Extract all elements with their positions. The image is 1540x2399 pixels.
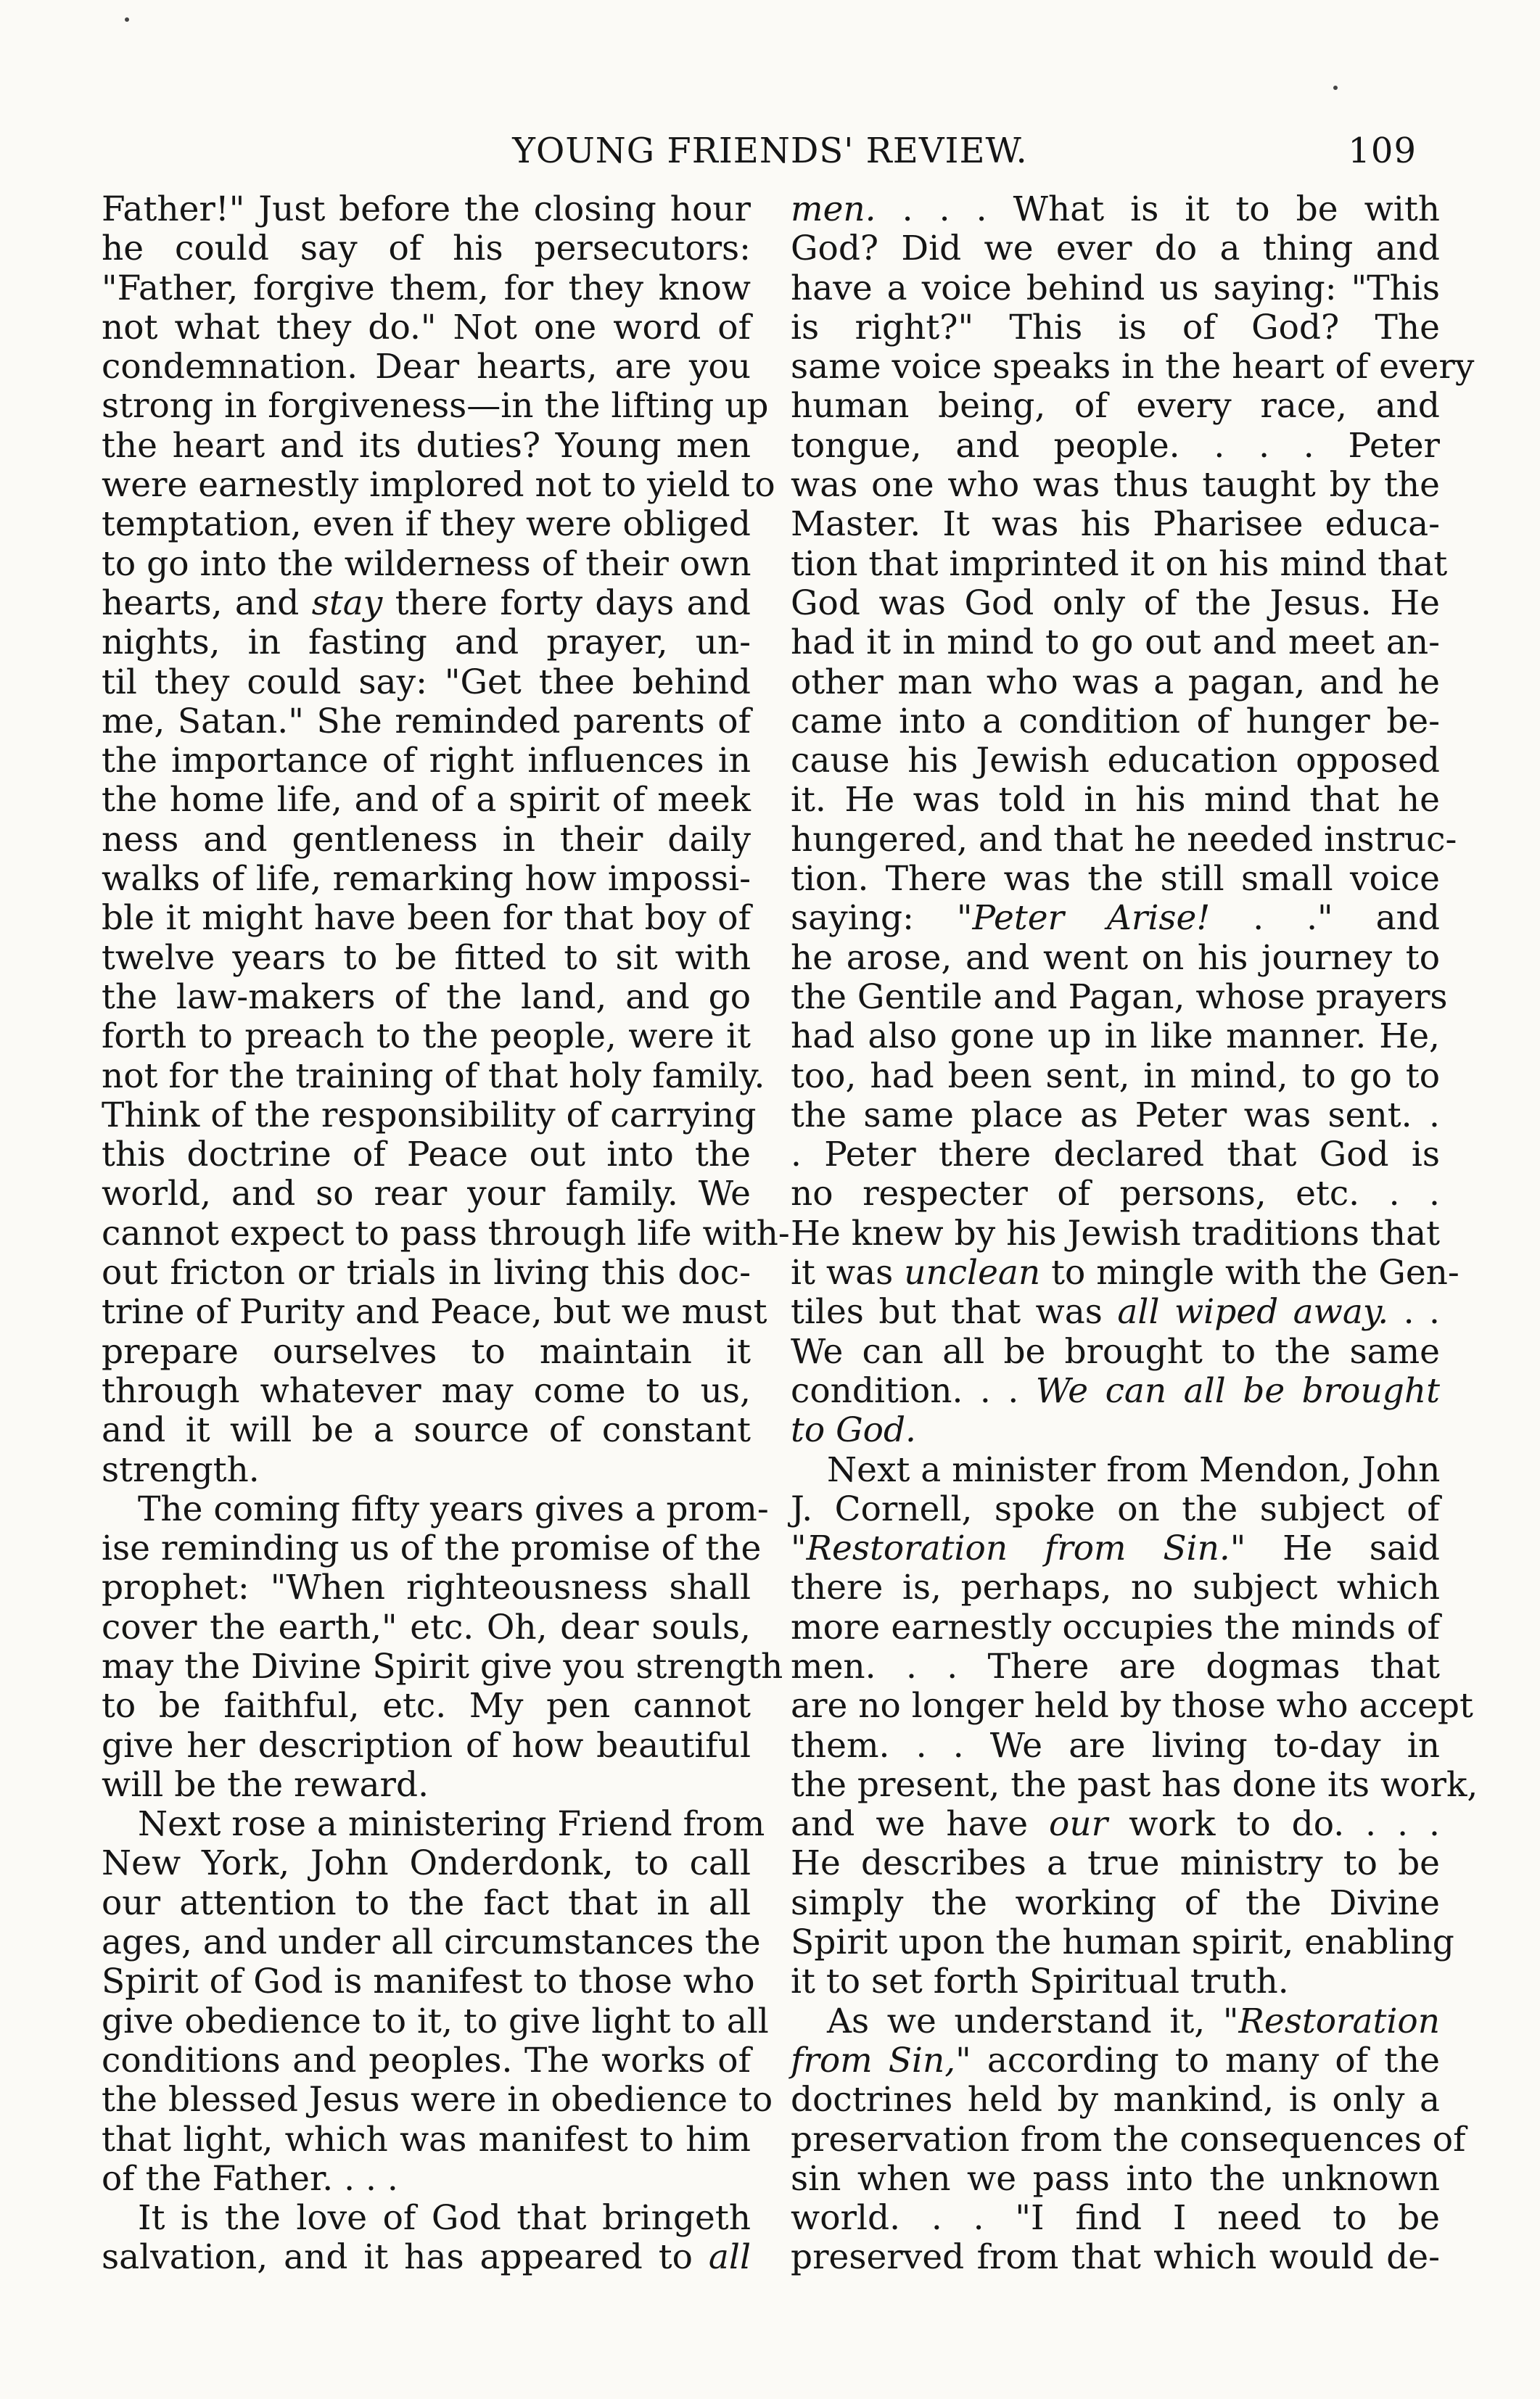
text-segment: and we have [791, 1804, 1029, 1845]
text-line: and it will be a source of constant [102, 1410, 751, 1451]
text-line: God was God only of the Jesus. He [791, 583, 1440, 623]
text-line: more earnestly occupies the minds of [791, 1607, 1440, 1647]
emphasis: We can all be brought [1035, 1370, 1440, 1411]
text-line: our attention to the fact that in all [102, 1882, 751, 1923]
text-line: the heart and its duties? Young men [102, 425, 751, 466]
text-line: tion. There was the still small voice [791, 859, 1440, 900]
text-segment: saying: [791, 898, 914, 939]
text-line: is right?" This is of God? The [791, 307, 1440, 347]
text-line: J. Cornell, spoke on the subject of [791, 1489, 1440, 1529]
emphasis: "Restoration from Sin." [791, 1528, 1246, 1569]
text-line: were earnestly implored not to yield to [102, 465, 775, 506]
text-line: Spirit of God is manifest to those who [102, 1962, 755, 2002]
text-line: prophet: "When righteousness shall [102, 1568, 751, 1608]
text-line: temptation, even if they were obliged [102, 504, 751, 545]
emphasis: our [1049, 1804, 1108, 1845]
text-line [791, 190, 1440, 229]
text-line: it. He was told in his mind that he [791, 780, 1440, 820]
text-line: to be faithful, etc. My pen cannot [102, 1686, 751, 1727]
text-line: strong in forgiveness—in the lifting up [102, 386, 769, 427]
text-line: Next a minister from Mendon, John [827, 1449, 1441, 1490]
ink-speck-top-left [125, 17, 129, 22]
text-line: came into a condition of hunger be- [791, 701, 1440, 741]
text-line: other man who was a pagan, and he [791, 662, 1440, 702]
text-line: nights, in fasting and prayer, un- [102, 622, 751, 663]
text-segment: . . . What is it to be with [902, 189, 1440, 229]
text-line: ise reminding us of the promise of the [102, 1528, 762, 1569]
text-line: was one who was thus taught by the [791, 465, 1440, 506]
emphasis: all wiped away. [1117, 1292, 1389, 1333]
text-segment: . ." and [1253, 898, 1440, 939]
text-line: out fricton or trials in living this doc- [102, 1253, 751, 1293]
text-line: them. . . We are living to-day in [791, 1725, 1440, 1766]
text-line: We can all be brought to the same [791, 1331, 1440, 1372]
text-line: too, had been sent, in mind, to go to [791, 1056, 1440, 1096]
text-line: . Peter there declared that God is [791, 1135, 1440, 1175]
running-header [102, 131, 1438, 174]
text-line: ages, and under all circumstances the [102, 1922, 761, 1963]
text-line: It is the love of God that bringeth [138, 2198, 751, 2239]
emphasis: "Restoration [1222, 2001, 1440, 2041]
text-line: no respecter of persons, etc. . . [791, 1174, 1440, 1214]
text-line: the law-makers of the land, and go [102, 976, 751, 1017]
text-line: the present, the past has done its work, [791, 1764, 1478, 1805]
text-line: twelve years to be fitted to sit with [102, 937, 751, 978]
text-line: tion that imprinted it on his mind that [791, 543, 1448, 584]
text-line: simply the working of the Divine [791, 1882, 1440, 1923]
text-segment: hearts, and [102, 583, 300, 623]
text-line [791, 1529, 1440, 1568]
right-column [791, 189, 1478, 2278]
text-line: the home life, and of a spirit of meek [102, 780, 751, 820]
emphasis: "Peter Arise! [956, 898, 1211, 939]
text-line: forth to preach to the people, were it [102, 1016, 751, 1057]
text-line: ble it might have been for that boy of [102, 898, 751, 939]
text-line: cannot expect to pass through life with- [102, 1213, 790, 1254]
text-line: trine of Purity and Peace, but we must [102, 1292, 767, 1333]
text-line: doctrines held by mankind, is only a [791, 2080, 1440, 2120]
text-segment: work to do. . . . [1129, 1804, 1440, 1845]
text-line: Next rose a ministering Friend from [138, 1804, 765, 1845]
text-line: tongue, and people. . . . Peter [791, 425, 1440, 466]
left-column [102, 189, 790, 2278]
emphasis: all [708, 2237, 751, 2278]
text-line: to God. [791, 1410, 916, 1451]
emphasis: from Sin," [791, 2040, 971, 2081]
text-line: Think of the responsibility of carrying [102, 1095, 757, 1135]
text-line: strength. [102, 1449, 260, 1490]
text-line: hungered, and that he needed instruc- [791, 819, 1457, 860]
text-segment: salvation, and it has appeared to [102, 2237, 693, 2278]
ink-speck-top-right [1333, 86, 1338, 90]
text-line: the same place as Peter was sent. . [791, 1095, 1440, 1135]
text-line: world. . . "I find I need to be [791, 2198, 1440, 2239]
text-line: this doctrine of Peace out into the [102, 1135, 751, 1175]
text-segment: condition. . . [791, 1370, 1019, 1411]
text-line: prepare ourselves to maintain it [102, 1331, 751, 1372]
text-line: Spirit upon the human spirit, enabling [791, 1922, 1454, 1963]
text-line: Father!" Just before the closing hour [102, 189, 751, 229]
text-line: that light, which was manifest to him [102, 2119, 751, 2160]
text-segment: tiles but that was [791, 1292, 1103, 1333]
text-line: He describes a true ministry to be [791, 1843, 1440, 1884]
text-line: The coming fifty years gives a prom- [138, 1489, 769, 1529]
text-line: sin when we pass into the unknown [791, 2158, 1440, 2199]
text-line: He knew by his Jewish traditions that [791, 1213, 1440, 1254]
text-line: give her description of how beautiful [102, 1725, 751, 1766]
text-line: New York, John Onderdonk, to call [102, 1843, 751, 1884]
text-line: have a voice behind us saying: "This [791, 268, 1440, 308]
text-line: not what they do." Not one word of [102, 307, 751, 347]
text-line: had it in mind to go out and meet an- [791, 622, 1440, 663]
text-segment: to mingle with the Gen- [1051, 1253, 1459, 1293]
text-line: had also gone up in like manner. He, [791, 1016, 1440, 1057]
text-line: cause his Jewish education opposed [791, 741, 1440, 781]
text-line [102, 2238, 751, 2277]
text-line [791, 2041, 1440, 2081]
journal-title: YOUNG FRIENDS' REVIEW. [512, 131, 1028, 171]
text-line: God? Did we ever do a thing and [791, 229, 1440, 269]
text-line: there is, perhaps, no subject which [791, 1568, 1440, 1608]
text-line [102, 584, 751, 623]
text-line: will be the reward. [102, 1764, 429, 1805]
text-line: ness and gentleness in their daily [102, 819, 751, 860]
text-segment: . . [1403, 1292, 1440, 1333]
text-line: til they could say: "Get thee behind [102, 662, 751, 702]
text-line [791, 1253, 1459, 1293]
text-line: same voice speaks in the heart of every [791, 347, 1475, 387]
text-line: condemnation. Dear hearts, are you [102, 347, 751, 387]
text-line: preserved from that which would de- [791, 2237, 1440, 2278]
text-line: me, Satan." She reminded parents of [102, 701, 751, 741]
text-line [791, 1805, 1440, 1844]
emphasis: men. [791, 189, 876, 229]
text-line: Master. It was his Pharisee educa- [791, 504, 1440, 545]
text-line: give obedience to it, to give light to all [102, 2001, 769, 2041]
text-line: are no longer held by those who accept [791, 1686, 1473, 1727]
text-line: to go into the wilderness of their own [102, 543, 752, 584]
text-line: it to set forth Spiritual truth. [791, 1962, 1289, 2002]
text-line: preservation from the consequences of [791, 2119, 1466, 2160]
text-line: human being, of every race, and [791, 386, 1440, 427]
text-segment: according to many of the [987, 2040, 1440, 2081]
text-line: not for the training of that holy family. [102, 1056, 765, 1096]
text-line: may the Divine Spirit give you strength [102, 1646, 783, 1687]
text-line: through whatever may come to us, [102, 1370, 751, 1411]
text-line [791, 1372, 1440, 1411]
text-segment: it was [791, 1253, 894, 1293]
text-segment: there forty days and [395, 583, 751, 623]
text-line: the importance of right influences in [102, 741, 751, 781]
text-segment: As we understand it, [827, 2001, 1206, 2041]
text-line [791, 899, 1440, 938]
text-line [791, 2002, 1440, 2041]
text-segment: He said [1282, 1528, 1440, 1569]
text-line: he arose, and went on his journey to [791, 937, 1440, 978]
text-line: men. . . There are dogmas that [791, 1646, 1440, 1687]
text-line: of the Father. . . . [102, 2158, 398, 2199]
text-line [791, 1293, 1440, 1332]
text-line: "Father, forgive them, for they know [102, 268, 751, 308]
text-line: walks of life, remarking how impossi- [102, 859, 751, 900]
text-line: conditions and peoples. The works of [102, 2040, 751, 2081]
text-line: the Gentile and Pagan, whose prayers [791, 976, 1448, 1017]
emphasis: stay [311, 583, 383, 623]
emphasis: unclean [904, 1253, 1041, 1293]
text-line: the blessed Jesus were in obedience to [102, 2080, 773, 2120]
text-line: he could say of his persecutors: [102, 229, 751, 269]
page-number: 109 [1348, 131, 1417, 171]
text-line: cover the earth," etc. Oh, dear souls, [102, 1607, 751, 1647]
text-line: world, and so rear your family. We [102, 1174, 751, 1214]
